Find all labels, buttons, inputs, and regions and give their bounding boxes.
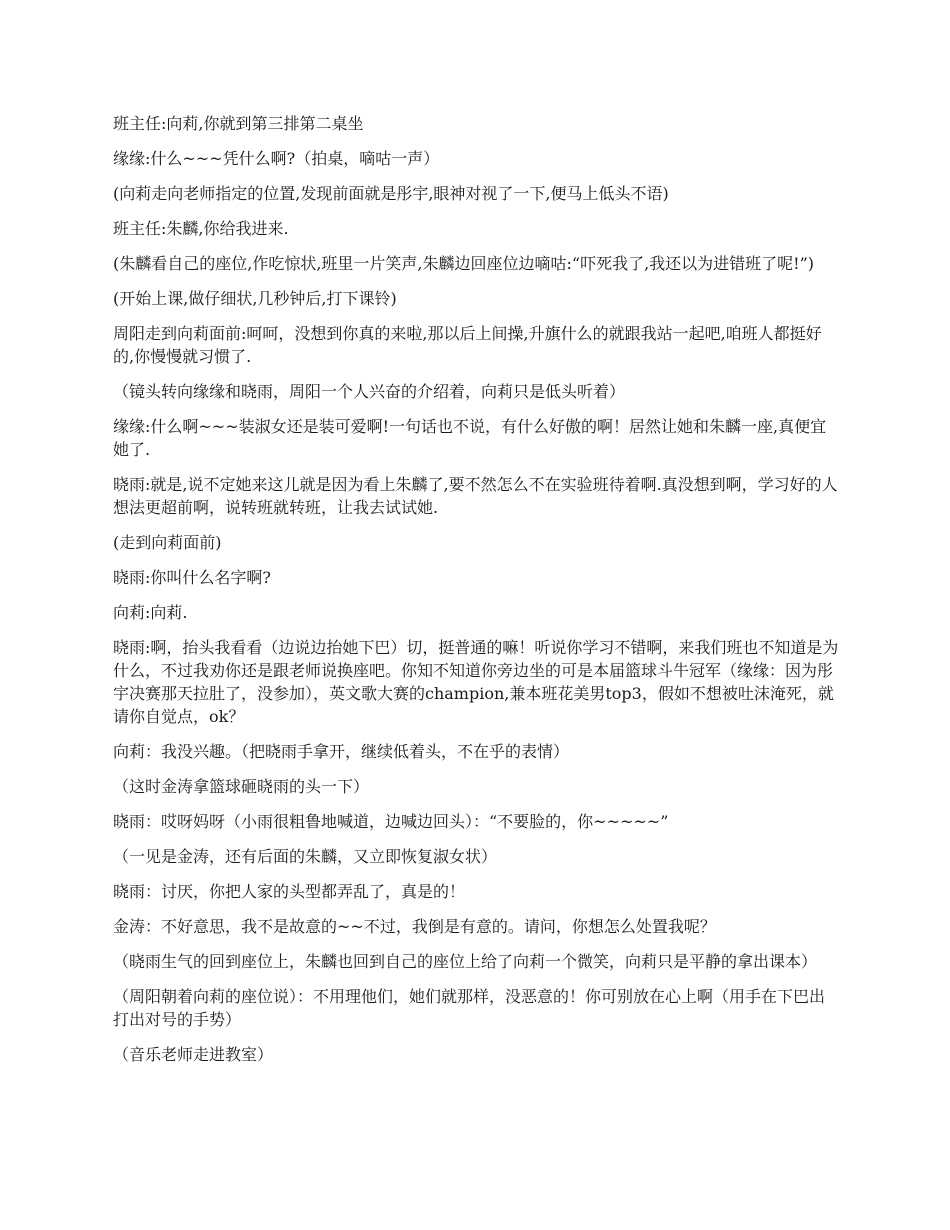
paragraph-13: 向莉:向莉. (113, 603, 188, 622)
paragraph-18: （一见是金涛，还有后面的朱麟，又立即恢复淑女状） (113, 847, 498, 866)
paragraph-5: (朱麟看自己的座位,作吃惊状,班里一片笑声,朱麟边回座位边嘀咕:“吓死我了,我还以为进错班了呢!”) (113, 254, 815, 273)
paragraph-14: 晓雨:啊，抬头我看看（边说边抬她下巴）切，挺普通的嘛！听说你学习不错啊，来我们班也不知道是为什么，不过我劝你还是跟老师说换座吧。你知不知道你旁边坐的可是本届篮球斗牛冠军（缘缘：因为彤宇决赛那天拉肚了，没参加），英文歌大赛的champion,兼本班花美男top3，假如不想被吐沫淹死，就请你自觉点，ok？ (113, 638, 839, 726)
script-text (113, 112, 840, 1078)
paragraph-17: 晓雨：哎呀妈呀（小雨很粗鲁地喊道，边喊边回头）：“不要脸的，你~~~~~” (113, 812, 669, 831)
paragraph-2: 缘缘:什么~~~凭什么啊?（拍桌，嘀咕一声） (113, 149, 440, 168)
paragraph-16: （这时金涛拿篮球砸晓雨的头一下） (113, 777, 370, 796)
paragraph-15: 向莉：我没兴趣。（把晓雨手拿开，继续低着头，不在乎的表情） (113, 742, 570, 761)
paragraph-7: 周阳走到向莉面前:呵呵，没想到你真的来啦,那以后上间操,升旗什么的就跟我站一起吧,咱班人都挺好的,你慢慢就习惯了. (113, 324, 822, 366)
paragraph-4: 班主任:朱麟,你给我进来. (113, 219, 289, 238)
paragraph-21: （晓雨生气的回到座位上，朱麟也回到自己的座位上给了向莉一个微笑，向莉只是平静的拿出课本） (113, 952, 818, 971)
paragraph-12: 晓雨:你叫什么名字啊? (113, 568, 271, 587)
paragraph-23: （音乐老师走进教室） (113, 1045, 274, 1064)
paragraph-20: 金涛：不好意思，我不是故意的~~不过，我倒是有意的。请问，你想怎么处置我呢？ (113, 917, 716, 936)
paragraph-8: （镜头转向缘缘和晓雨，周阳一个人兴奋的介绍着，向莉只是低头听着） (113, 382, 626, 401)
paragraph-22: （周阳朝着向莉的座位说）：不用理他们，她们就那样，没恶意的！你可别放在心上啊（用手在下巴出打出对号的手势） (113, 987, 826, 1029)
paragraph-6: (开始上课,做仔细状,几秒钟后,打下课铃) (113, 289, 397, 308)
paragraph-11: (走到向莉面前) (113, 533, 222, 552)
paragraph-3: (向莉走向老师指定的位置,发现前面就是彤宇,眼神对视了一下,便马上低头不语) (113, 184, 669, 203)
paragraph-9: 缘缘:什么啊~~~装淑女还是装可爱啊!一句话也不说，有什么好傲的啊！居然让她和朱麟一座,真便宜她了. (113, 417, 827, 459)
paragraph-1: 班主任:向莉,你就到第三排第二桌坐 (113, 114, 364, 133)
paragraph-10: 晓雨:就是,说不定她来这儿就是因为看上朱麟了,要不然怎么不在实验班待着啊.真没想到啊，学习好的人想法更超前啊，说转班就转班，让我去试试她. (113, 475, 838, 517)
paragraph-19: 晓雨：讨厌，你把人家的头型都弄乱了，真是的！ (113, 882, 466, 901)
